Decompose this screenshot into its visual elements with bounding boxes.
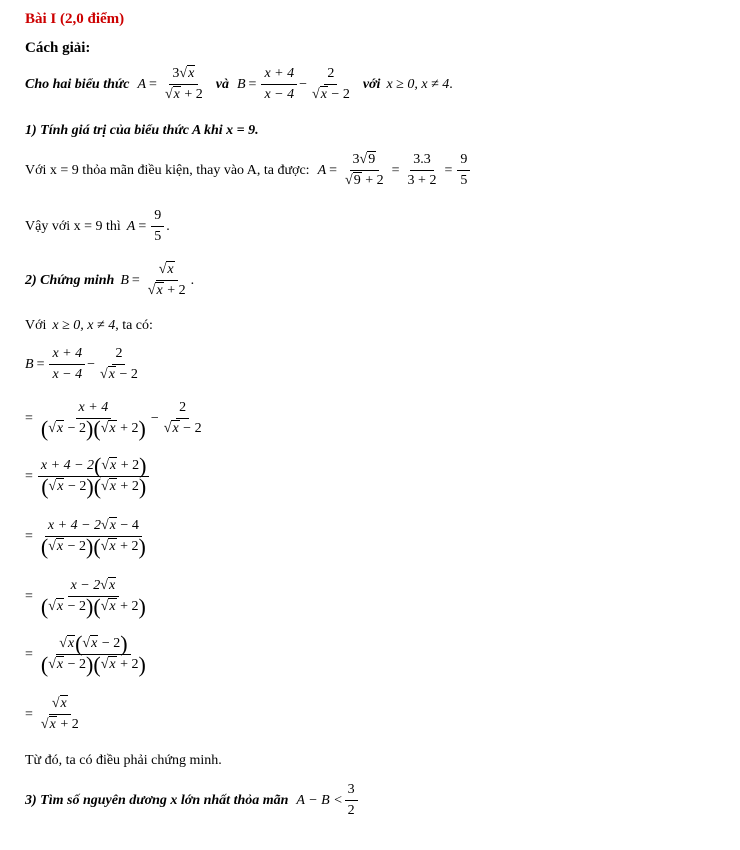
radicand: x (56, 657, 64, 673)
intro-definition: Cho hai biểu thức A = $\frac{3√x}{√x + 2}$ và B = $\frac{x + 4}{x - 4}$ − $\frac{2}{√x - 2}$ với x ≥ 0, x ≠ 4 . (25, 66, 453, 102)
radicand: x (109, 421, 116, 437)
method-label: Cách giải: (25, 40, 91, 56)
part2-conclusion: Từ đó, ta có điều phải chứng minh. (25, 753, 222, 768)
radicand: x (109, 479, 116, 495)
fraction-target: $\frac{√x}{√x + 2}$ (147, 262, 186, 298)
radicand: x (109, 539, 116, 555)
conclusion-text: Vậy với x = 9 thì (25, 218, 121, 234)
numerator: 2 (324, 66, 337, 85)
step-7: = $\frac{√x}{√x + 2}$ (25, 696, 84, 733)
with-word: với (362, 76, 381, 92)
numerator: x + 4 (49, 346, 85, 365)
radicand: x (320, 87, 327, 102)
inequality: A − B < (296, 792, 343, 808)
var-B: B (25, 356, 34, 372)
problem-title: Bài I (2,0 điểm) (25, 11, 125, 27)
var-A: A (126, 218, 136, 234)
const: 2 (194, 421, 202, 437)
step-5: = $\frac{x - 2√x}{(√x - 2)(√x + 2)}$ (25, 578, 151, 615)
const: 2 (79, 421, 87, 437)
fraction-three-halves (345, 782, 358, 819)
const: 2 (71, 717, 79, 732)
part1-conclusion: Vậy với x = 9 thì A = $\frac{9}{5}$ . (25, 208, 170, 244)
denominator: 3 + 2 (407, 173, 437, 188)
denominator: x − 4 (52, 367, 83, 382)
radicand: x (109, 599, 116, 615)
var-A: A (137, 76, 147, 92)
fraction-sub: $\frac{3√9}{√9 + 2}$ (345, 152, 384, 188)
numerator: x + 4 (76, 400, 112, 419)
part2-heading-text: 2) Chứng minh (25, 272, 115, 288)
const: 2 (131, 421, 139, 437)
step-1: B = $\frac{x + 4}{x - 4}$ − $\frac{2}{√x - 2}$ (25, 346, 143, 383)
fraction-step (405, 152, 440, 189)
radicand: 9 (368, 152, 376, 167)
const: 2 (376, 173, 384, 188)
const: 2 (130, 367, 138, 382)
numerator: 3.3 (410, 152, 434, 171)
radicand: x (67, 636, 75, 652)
step-2: = $\frac{x + 4}{(√x - 2)(√x + 2)}$ − $\frac{2}{√x - 2}$ (25, 400, 207, 437)
radicand: x (188, 66, 195, 81)
var-B: B (236, 76, 246, 92)
radicand: 9 (353, 173, 361, 188)
fraction-result (457, 152, 470, 189)
denominator: 2 (347, 803, 355, 818)
numerator-part: x + 4 − 2 (40, 458, 95, 474)
radicand: x (108, 367, 115, 382)
fraction: $\frac{2}{√x - 2}$ (163, 400, 202, 437)
fraction: $\frac{√x}{√x + 2}$ (40, 696, 79, 732)
fraction: $\frac{x + 4 - 2(√x + 2)}{(√x - 2)(√x + 2)}$ (38, 458, 150, 495)
part2-heading: 2) Chứng minh B = $\frac{√x}{√x + 2}$ . (25, 262, 195, 298)
numerator: 9 (151, 208, 164, 227)
fraction (49, 346, 85, 383)
const: 2 (79, 539, 87, 555)
fraction: $\frac{√x(√x - 2)}{(√x - 2)(√x + 2)}$ (40, 631, 146, 678)
radicand: x (109, 518, 116, 533)
const: 2 (178, 283, 186, 298)
fraction: $\frac{x + 4}{(√x - 2)(√x + 2)}$ (40, 400, 146, 441)
fraction: $\frac{2}{√x - 2}$ (100, 346, 138, 382)
radicand: x (60, 696, 67, 711)
part3-heading (25, 782, 360, 819)
cond-suffix: , ta có: (115, 318, 153, 333)
denominator: x − 4 (264, 87, 295, 102)
const: 2 (79, 479, 87, 495)
cond-prefix: Với (25, 318, 47, 333)
var-B: B (120, 272, 129, 288)
const: 2 (132, 458, 140, 474)
radicand: x (167, 262, 174, 277)
part2-condition (25, 318, 153, 334)
radicand: x (109, 657, 116, 673)
const: 2 (79, 599, 87, 615)
radicand: x (57, 479, 64, 495)
const: 2 (131, 599, 139, 615)
radicand: x (156, 283, 163, 298)
numerator: 3 (345, 782, 358, 801)
fraction-B2: $\frac{2}{√x - 2}$ (312, 66, 350, 102)
fraction-B1 (261, 66, 297, 103)
const: 2 (342, 87, 350, 102)
denominator: 5 (154, 229, 162, 244)
const: 2 (131, 539, 139, 555)
radicand: x (172, 421, 179, 437)
numerator: 9 (457, 152, 470, 171)
intro-text: Cho hai biểu thức (25, 76, 130, 92)
condition: x ≥ 0, x ≠ 4 (386, 76, 450, 92)
const: 2 (113, 636, 121, 652)
const: 2 (195, 87, 203, 102)
radicand: x (110, 458, 117, 474)
coef: 3 (172, 66, 180, 81)
var-A: A (317, 162, 327, 178)
step-6: = $\frac{√x(√x - 2)}{(√x - 2)(√x + 2)}$ (25, 636, 151, 673)
coef: 3 (352, 152, 360, 167)
part1-substitution: Với x = 9 thỏa mãn điều kiện, thay vào A, ta được: A = $\frac{3√9}{√9 + 2}$ = $\frac{3.3}{3 + 2}$ = $\frac{9}{5}$ (25, 152, 472, 189)
fraction-A: $\frac{3√x}{√x + 2}$ (164, 66, 203, 102)
radicand: x (49, 717, 56, 732)
step-4: = $\frac{x + 4 - 2√x - 4}{(√x - 2)(√x + 2)}$ (25, 518, 151, 555)
radicand: x (108, 578, 116, 593)
radicand: x (173, 87, 180, 102)
numerator-part: x − 2 (70, 578, 101, 593)
radicand: x (56, 599, 64, 615)
part1-text: Với x = 9 thỏa mãn điều kiện, thay vào A, ta được: (25, 162, 310, 178)
radicand: x (56, 539, 64, 555)
part3-heading-text: 3) Tìm số nguyên dương x lớn nhất thỏa mãn (25, 792, 289, 808)
part1-heading: 1) Tính giá trị của biểu thức A khi x = 9. (25, 123, 259, 138)
const: 2 (79, 657, 87, 673)
fraction-answer (151, 208, 164, 245)
numerator: 2 (112, 346, 125, 365)
const: 2 (131, 657, 139, 673)
radicand: x (91, 636, 98, 652)
radicand: x (56, 421, 64, 437)
const: 2 (131, 479, 139, 495)
denominator: 5 (460, 173, 468, 188)
fraction: $\frac{x - 2√x}{(√x - 2)(√x + 2)}$ (40, 578, 146, 619)
and-word: và (215, 76, 229, 92)
const: 4 (131, 518, 139, 533)
numerator-part: x + 4 − 2 (47, 518, 102, 533)
condition: x ≥ 0, x ≠ 4 (52, 318, 116, 333)
fraction: $\frac{x + 4 - 2√x - 4}{(√x - 2)(√x + 2)}$ (40, 518, 146, 559)
numerator: x + 4 (261, 66, 297, 85)
numerator: 2 (176, 400, 189, 419)
step-3: = $\frac{x + 4 - 2(√x + 2)}{(√x - 2)(√x + 2)}$ (25, 458, 151, 495)
